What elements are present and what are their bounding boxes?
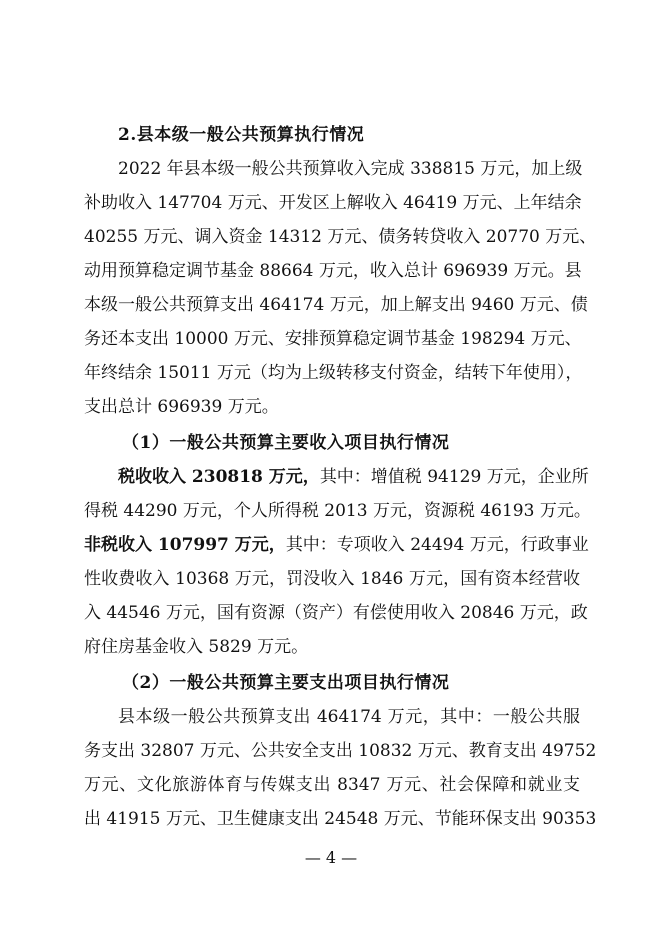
paragraph-line: 县本级一般公共预算支出 464174 万元，其中：一般公共服 (118, 707, 580, 727)
paragraph-line: 务还本支出 10000 万元、安排预算稳定调节基金 198294 万元、 (84, 329, 582, 349)
paragraph-line: 本级一般公共预算支出 464174 万元，加上解支出 9460 万元、债 (84, 295, 588, 315)
nontax-income-total: 非税收入 107997 万元， (84, 535, 286, 555)
paragraph-line: 出 41915 万元、卫生健康支出 24548 万元、节能环保支出 90353 (84, 809, 597, 829)
paragraph-line: 40255 万元、调入资金 14312 万元、债务转贷收入 20770 万元、 (84, 227, 597, 247)
tax-income-total: 税收收入 230818 万元， (118, 467, 320, 487)
paragraph-line: 入 44546 万元，国有资源（资产）有偿使用收入 20846 万元，政 (84, 603, 588, 623)
paragraph-line: 府住房基金收入 5829 万元。 (84, 637, 309, 657)
section-heading: 2.县本级一般公共预算执行情况 (118, 125, 365, 145)
paragraph-line: 性收费收入 10368 万元，罚没收入 1846 万元，国有资本经营收 (84, 569, 580, 589)
paragraph-line: 2022 年县本级一般公共预算收入完成 338815 万元，加上级 (118, 159, 583, 179)
page-number: — 4 — (304, 848, 358, 867)
nontax-income-line (84, 530, 589, 555)
paragraph-line: 支出总计 696939 万元。 (84, 397, 279, 417)
tax-income-detail: 其中：增值税 94129 万元，企业所 (319, 467, 589, 487)
paragraph-line: 得税 44290 万元，个人所得税 2013 万元，资源税 46193 万元。 (84, 501, 591, 521)
paragraph-line: 动用预算稳定调节基金 88664 万元，收入总计 696939 万元。县 (84, 261, 582, 281)
subsection-heading-income: （1）一般公共预算主要收入项目执行情况 (122, 433, 450, 453)
nontax-income-detail: 其中：专项收入 24494 万元，行政事业 (285, 535, 589, 555)
paragraph-line: 年终结余 15011 万元（均为上级转移支付资金，结转下年使用）， (84, 363, 583, 383)
paragraph-line: 务支出 32807 万元、公共安全支出 10832 万元、教育支出 49752 (84, 741, 597, 761)
tax-income-line (118, 462, 589, 487)
paragraph-line: 万元、文化旅游体育与传媒支出 8347 万元、社会保障和就业支 (84, 775, 580, 795)
paragraph-line: 补助收入 147704 万元、开发区上解收入 46419 万元、上年结余 (84, 193, 582, 213)
subsection-heading-expenditure: （2）一般公共预算主要支出项目执行情况 (122, 673, 450, 693)
